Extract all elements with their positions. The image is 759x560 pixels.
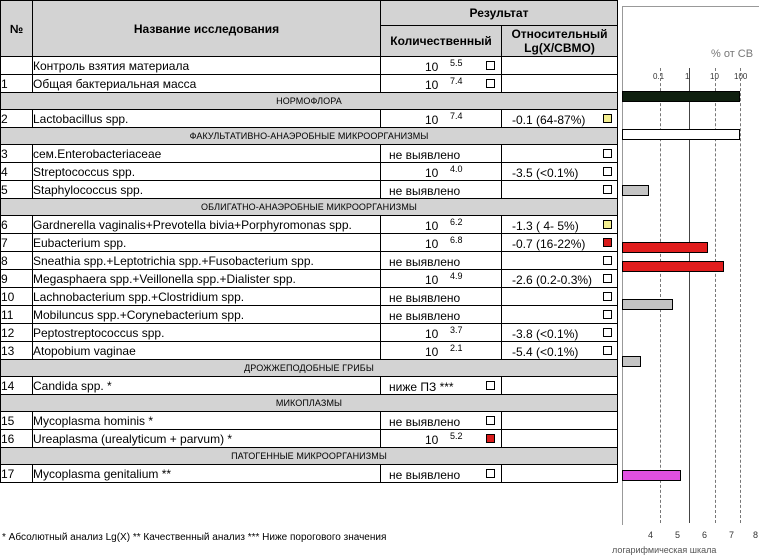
checkbox	[603, 328, 612, 337]
grid-line	[740, 68, 741, 523]
quant-exp: 2.1	[450, 343, 463, 353]
status-marker	[603, 238, 612, 247]
quant-base: 10	[425, 237, 439, 251]
quant-text: не выявлено	[389, 291, 461, 305]
quant-base: 10	[425, 273, 439, 287]
checkbox	[486, 469, 495, 478]
quant-exp: 6.8	[450, 235, 463, 245]
rel-value: -3.8 (<0.1%)	[512, 327, 579, 341]
row-name: Ureaplasma (urealyticum + parvum) *	[33, 430, 381, 448]
row-name: Streptococcus spp.	[33, 163, 381, 181]
rel-value: -3.5 (<0.1%)	[512, 166, 579, 180]
table-row	[1, 324, 618, 342]
checkbox	[603, 185, 612, 194]
row-num: 5	[1, 181, 33, 199]
chart-bar	[622, 91, 740, 102]
x-tick: 7	[729, 530, 735, 540]
table-row	[1, 252, 618, 270]
rel-value: -5.4 (<0.1%)	[512, 345, 579, 359]
checkbox	[603, 292, 612, 301]
table-row	[1, 306, 618, 324]
section-header: ДРОЖЖЕПОДОБНЫЕ ГРИБЫ	[1, 360, 618, 377]
chart-title: % от CB	[711, 48, 754, 60]
percent-tick: 10	[710, 72, 719, 81]
table-row	[1, 342, 618, 360]
checkbox	[486, 416, 495, 425]
row-num: 16	[1, 430, 33, 448]
quant-exp: 6.2	[450, 217, 463, 227]
section-header: НОРМОФЛОРА	[1, 93, 618, 110]
row-name: Mobiluncus spp.+Corynebacterium spp.	[33, 306, 381, 324]
status-marker	[603, 220, 612, 229]
row-num: 4	[1, 163, 33, 181]
col-result-header: Результат	[381, 1, 618, 26]
quant-base: 10	[425, 219, 439, 233]
chart-bar	[622, 242, 708, 253]
row-name: Staphylococcus spp.	[33, 181, 381, 199]
table-row	[1, 181, 618, 199]
quant-text: не выявлено	[389, 468, 461, 482]
quant-text: не выявлено	[389, 415, 461, 429]
x-tick: 4	[648, 530, 654, 540]
row-name: Peptostreptococcus spp.	[33, 324, 381, 342]
chart-bar	[622, 261, 724, 272]
row-name: Lactobacillus spp.	[33, 110, 381, 128]
col-rel-header: Относительный Lg(X/CBMO)	[502, 26, 618, 57]
table-row	[1, 110, 618, 128]
checkbox	[603, 167, 612, 176]
table-row	[1, 430, 618, 448]
row-num: 7	[1, 234, 33, 252]
checkbox	[486, 381, 495, 390]
checkbox	[603, 256, 612, 265]
quant-base: 10	[425, 113, 439, 127]
chart-bar	[622, 185, 649, 196]
quant-base: 10	[425, 166, 439, 180]
row-num: 15	[1, 412, 33, 430]
table-row	[1, 412, 618, 430]
chart-bar	[622, 356, 641, 367]
percent-tick: 0.1	[653, 72, 665, 81]
row-name: Lachnobacterium spp.+Clostridium spp.	[33, 288, 381, 306]
row-name: Atopobium vaginae	[33, 342, 381, 360]
col-num-header: №	[1, 1, 33, 57]
quant-exp: 4.9	[450, 271, 463, 281]
row-name: Mycoplasma hominis *	[33, 412, 381, 430]
row-name: Gardnerella vaginalis+Prevotella bivia+Porphyromonas spp.	[33, 216, 381, 234]
col-quant-header: Количественный	[381, 26, 502, 57]
row-name: Megasphaera spp.+Veillonella spp.+Dialister spp.	[33, 270, 381, 288]
quant-exp: 5.2	[450, 431, 463, 441]
table-row	[1, 145, 618, 163]
x-tick: 5	[675, 530, 681, 540]
row-num: 10	[1, 288, 33, 306]
row-name: Candida spp. *	[33, 377, 381, 395]
row-num: 12	[1, 324, 33, 342]
row-num: 13	[1, 342, 33, 360]
rel-value: -0.7 (16-22%)	[512, 237, 586, 251]
chart-bar	[622, 470, 681, 481]
quant-text: не выявлено	[389, 309, 461, 323]
row-num: 17	[1, 465, 33, 483]
row-num: 9	[1, 270, 33, 288]
row-num: 2	[1, 110, 33, 128]
x-tick: 8	[753, 530, 759, 540]
rel-value: -0.1 (64-87%)	[512, 113, 586, 127]
x-tick: 6	[702, 530, 708, 540]
checkbox	[603, 274, 612, 283]
col-name-header: Название исследования	[33, 1, 381, 57]
footnote: * Абсолютный анализ Lg(X) ** Качественный анализ *** Ниже порогового значения	[2, 532, 387, 543]
quant-base: 10	[425, 327, 439, 341]
row-num: 6	[1, 216, 33, 234]
table-row	[1, 288, 618, 306]
table-row	[1, 270, 618, 288]
chart-bar	[622, 129, 740, 140]
quant-exp: 7.4	[450, 76, 463, 86]
table-row	[1, 234, 618, 252]
table-row	[1, 216, 618, 234]
quant-text: ниже ПЗ ***	[389, 380, 454, 394]
table-row	[1, 377, 618, 395]
row-num: 11	[1, 306, 33, 324]
row-name: Mycoplasma genitalium **	[33, 465, 381, 483]
table-row	[1, 465, 618, 483]
table-row	[1, 57, 618, 75]
checkbox	[603, 346, 612, 355]
section-header: МИКОПЛАЗМЫ	[1, 395, 618, 412]
checkbox	[603, 310, 612, 319]
rel-value: -2.6 (0.2-0.3%)	[512, 273, 593, 287]
quant-exp: 4.0	[450, 164, 463, 174]
table-row	[1, 163, 618, 181]
x-axis-label: логарифмическая шкала	[612, 545, 717, 555]
checkbox	[486, 79, 495, 88]
checkbox	[486, 61, 495, 70]
row-name: сем.Enterobacteriaceae	[33, 145, 381, 163]
status-marker	[603, 114, 612, 123]
row-name: Общая бактериальная масса	[33, 75, 381, 93]
quant-text: не выявлено	[389, 148, 461, 162]
quant-exp: 5.5	[450, 58, 463, 68]
quant-base: 10	[425, 433, 439, 447]
row-num: 8	[1, 252, 33, 270]
row-name: Eubacterium spp.	[33, 234, 381, 252]
status-marker	[486, 434, 495, 443]
checkbox	[603, 149, 612, 158]
section-header: ПАТОГЕННЫЕ МИКРООРГАНИЗМЫ	[1, 448, 618, 465]
row-num: 14	[1, 377, 33, 395]
quant-base: 10	[425, 78, 439, 92]
table-row	[1, 75, 618, 93]
percent-tick: 100	[734, 72, 748, 81]
chart-bar	[622, 299, 673, 310]
quant-exp: 3.7	[450, 325, 463, 335]
quant-base: 10	[425, 60, 439, 74]
row-name: Контроль взятия материала	[33, 57, 381, 75]
quant-base: 10	[425, 345, 439, 359]
row-num: 1	[1, 75, 33, 93]
row-num: 3	[1, 145, 33, 163]
row-name: Sneathia spp.+Leptotrichia spp.+Fusobacterium spp.	[33, 252, 381, 270]
rel-value: -1.3 ( 4- 5%)	[512, 219, 579, 233]
quant-exp: 7.4	[450, 111, 463, 121]
section-header: ОБЛИГАТНО-АНАЭРОБНЫЕ МИКРООРГАНИЗМЫ	[1, 199, 618, 216]
quant-text: не выявлено	[389, 255, 461, 269]
section-header: ФАКУЛЬТАТИВНО-АНАЭРОБНЫЕ МИКРООРГАНИЗМЫ	[1, 128, 618, 145]
percent-tick: 1	[685, 72, 690, 81]
quant-text: не выявлено	[389, 184, 461, 198]
